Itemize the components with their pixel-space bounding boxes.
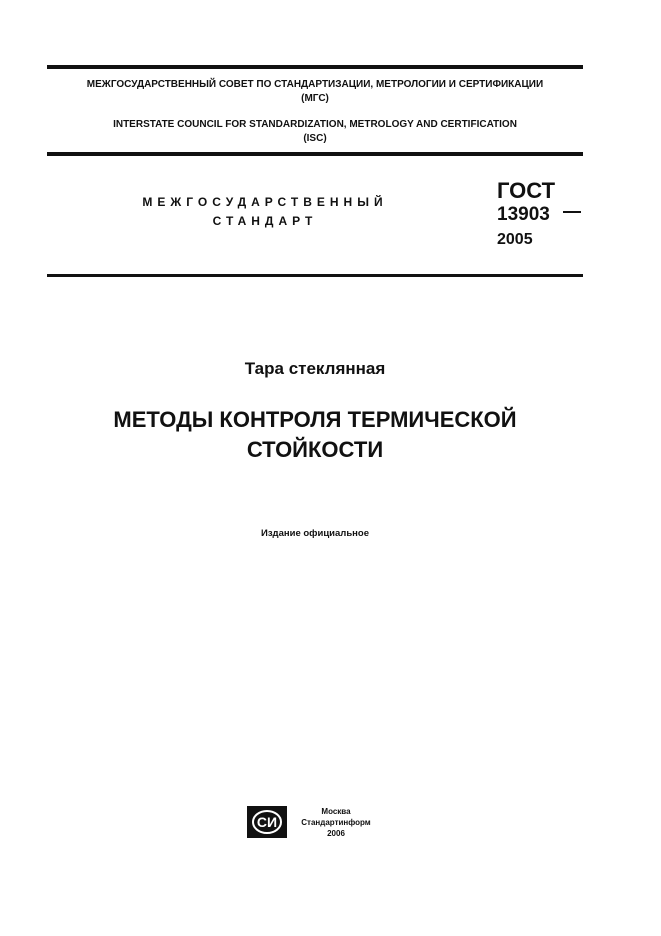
document-title <box>0 405 630 465</box>
edition-note: Издание официальное <box>261 528 369 539</box>
document-title-line1: МЕТОДЫ КОНТРОЛЯ ТЕРМИЧЕСКОЙ <box>113 407 517 432</box>
bottom-rule <box>47 274 583 277</box>
document-subtitle: Тара стеклянная <box>244 359 386 378</box>
publisher-block <box>295 806 377 839</box>
standartinform-logo-icon <box>247 806 287 838</box>
gost-label: ГОСТ <box>497 178 556 203</box>
publisher-year: 2006 <box>327 829 345 838</box>
middle-rule <box>47 152 583 156</box>
publisher-name: Стандартинформ <box>301 818 371 827</box>
council-abbr-en: (ISC) <box>303 133 327 144</box>
standard-kind-line1: МЕЖГОСУДАРСТВЕННЫЙ <box>142 195 388 209</box>
council-abbr-ru: (МГС) <box>301 93 329 104</box>
top-rule <box>47 65 583 69</box>
document-title-line2: СТОЙКОСТИ <box>246 437 384 462</box>
gost-year: 2005 <box>497 231 533 248</box>
council-name-en: INTERSTATE COUNCIL FOR STANDARDIZATION, METROLOGY AND CERTIFICATION <box>113 119 517 130</box>
gost-dash <box>563 211 581 213</box>
gost-number: 13903 <box>497 204 550 225</box>
logo-text: СИ <box>256 814 278 830</box>
publisher-city: Москва <box>321 807 351 816</box>
council-name-ru: МЕЖГОСУДАРСТВЕННЫЙ СОВЕТ ПО СТАНДАРТИЗАЦИИ, МЕТРОЛОГИИ И СЕРТИФИКАЦИИ <box>86 79 544 90</box>
standard-kind-line2: СТАНДАРТ <box>212 214 318 228</box>
